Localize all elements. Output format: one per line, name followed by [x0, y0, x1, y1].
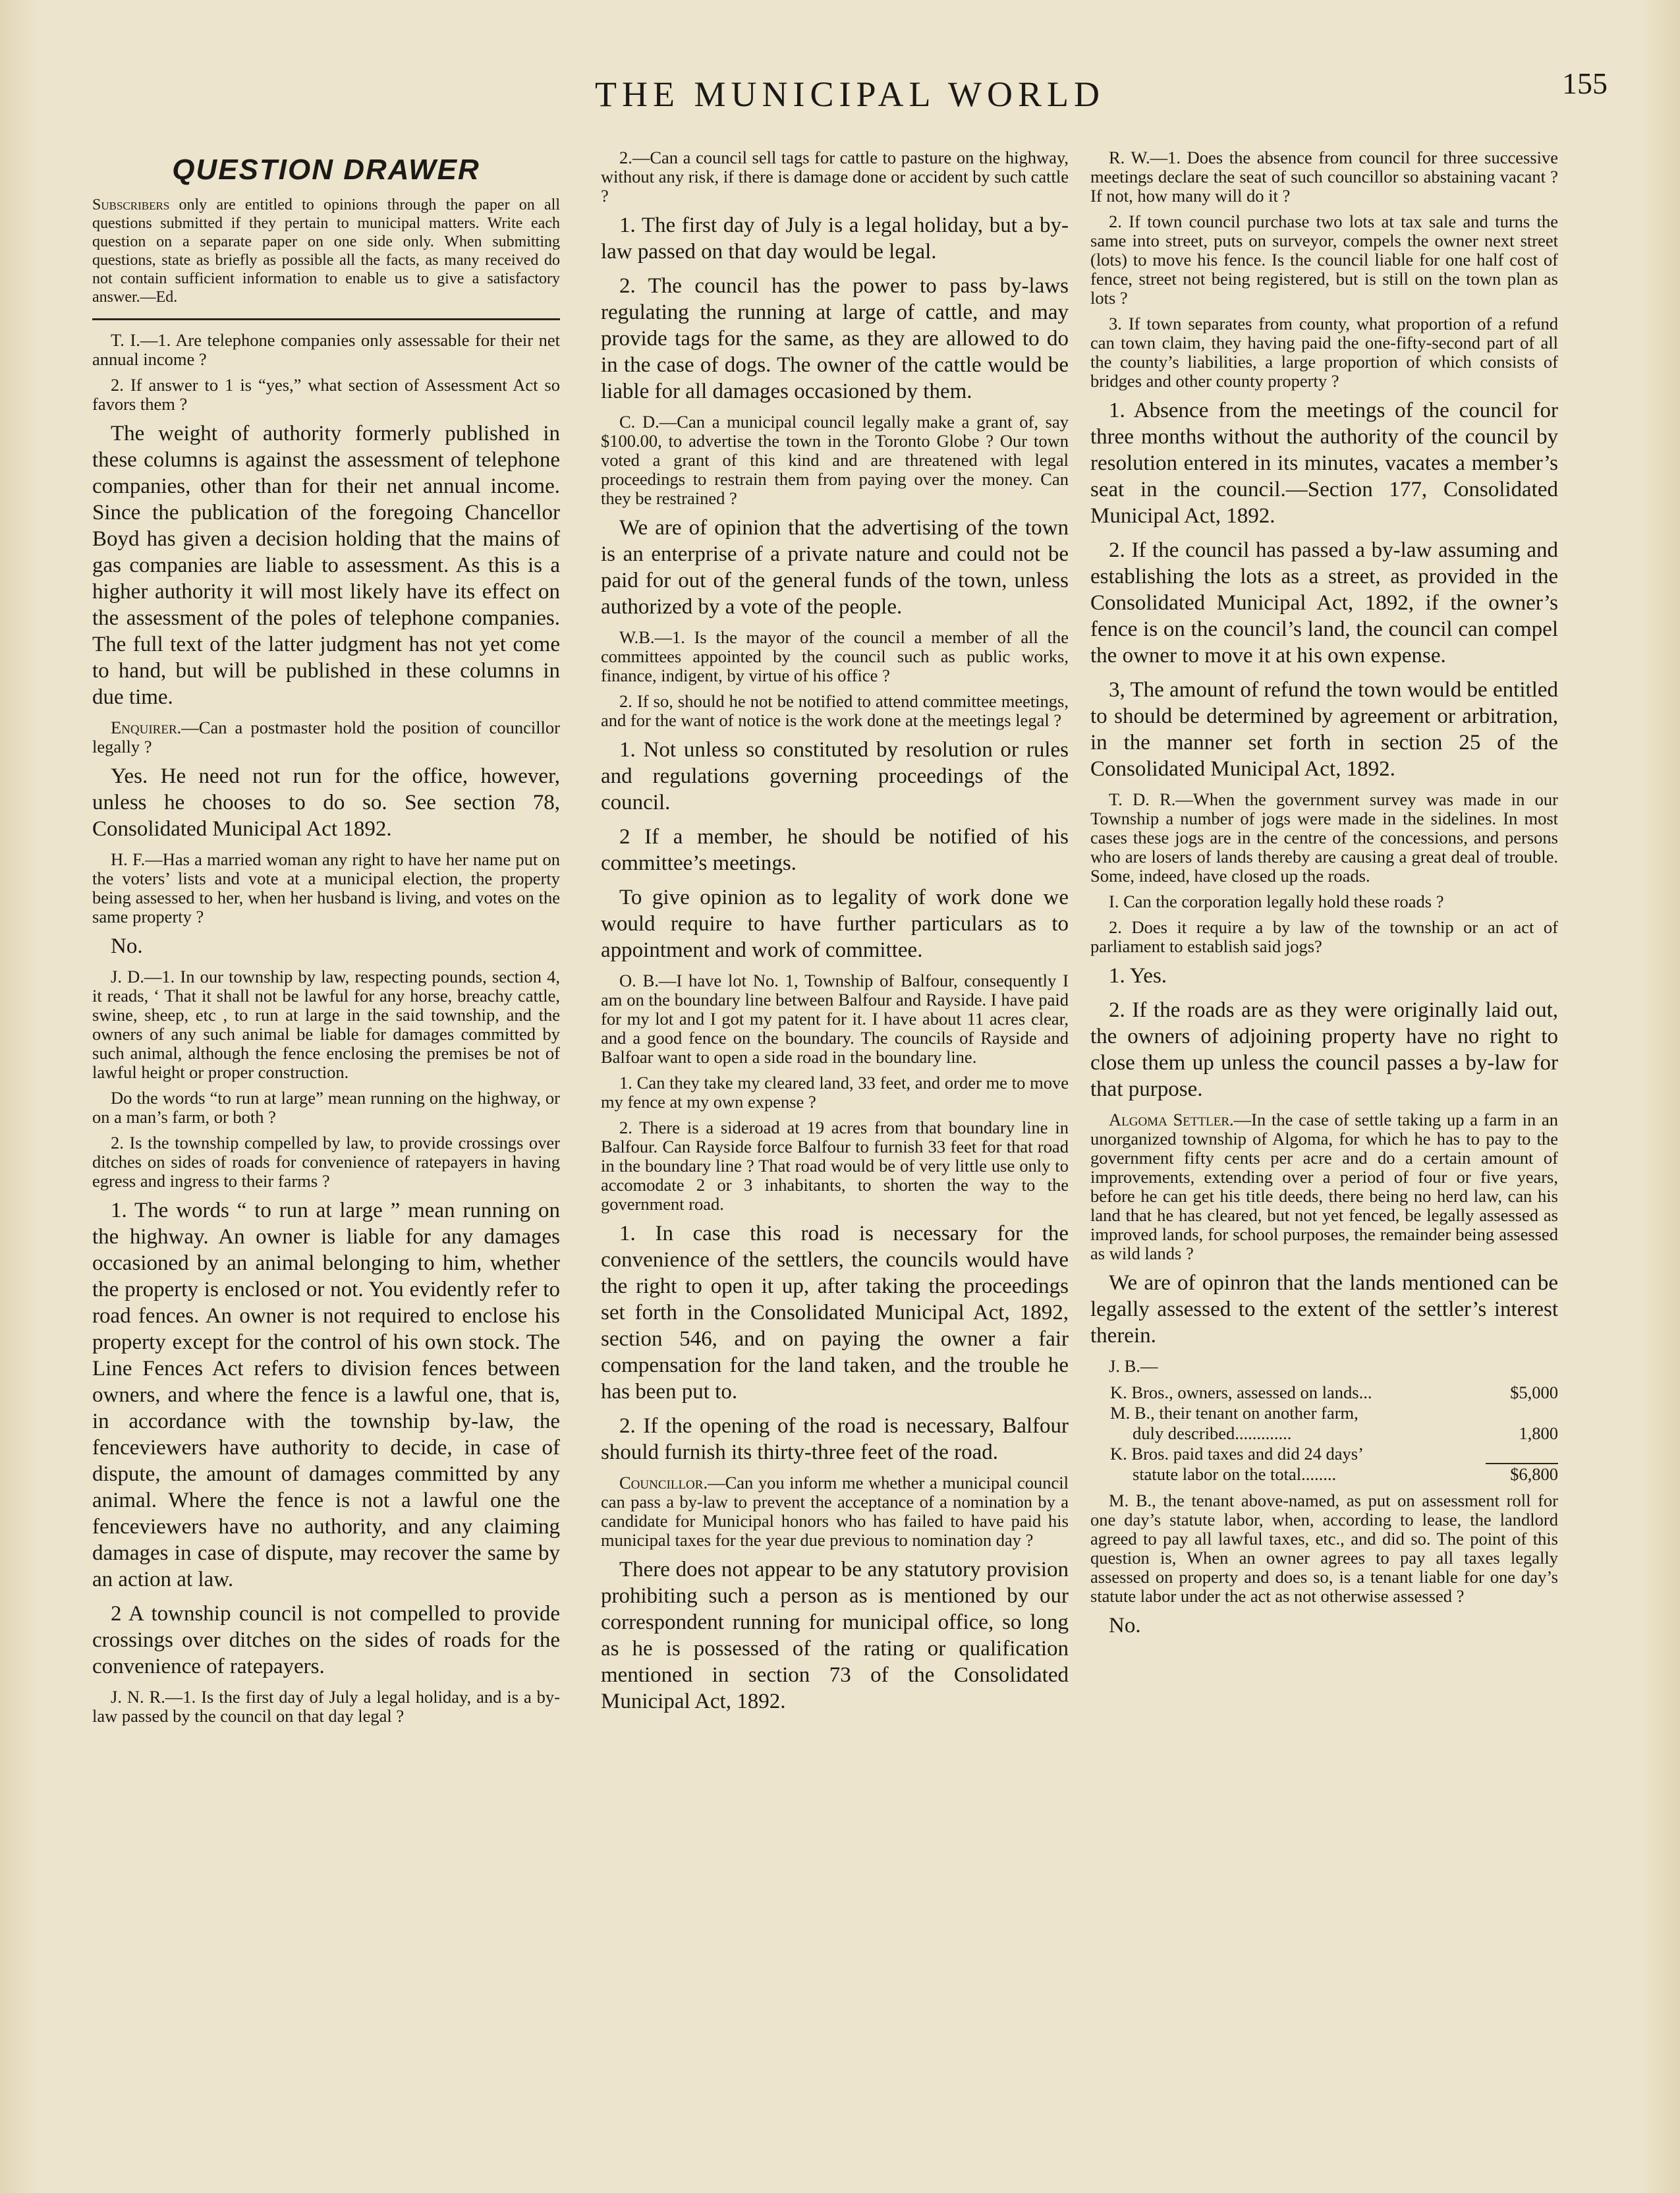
ledger-row	[1090, 1403, 1558, 1423]
ledger-amount: 1,800	[1519, 1423, 1558, 1443]
page-number: 155	[1562, 67, 1608, 100]
question: T. D. R.—When the government survey was made in our Township a number of jogs were made in the sidelines. In most cases these jogs are in the centre of the concessions, and persons who are losers of lands thereby are causing a great deal of trouble. Some, indeed, have closed up the roads.	[1090, 789, 1558, 886]
intro-lead: Subscribers	[92, 196, 170, 214]
ledger-label: K. Bros. paid taxes and did 24 days’	[1110, 1444, 1364, 1464]
ledger-label: statute labor on the total........	[1133, 1464, 1337, 1484]
answer: 1. Absence from the meetings of the council for three months without the authority of the council by resolution entered in its minutes, vacates a member’s seat in the council.—Section 177, Consolidated Municipal Act, 1892.	[1090, 399, 1558, 528]
correspondent-name: Councillor.	[619, 1473, 708, 1493]
question: 2. If answer to 1 is “yes,” what section of Assessment Act so favors them ?	[92, 375, 560, 414]
answer: There does not appear to be any statutory provision prohibiting such a person as is mentioned by our correspondent running for municipal office, so long as he is possessed of the rating or qualification mentioned in section 73 of the Consolidated Municipal Act, 1892.	[601, 1558, 1069, 1713]
answer: No.	[111, 934, 143, 958]
question: W.B.—1. Is the mayor of the council a member of all the committees appointed by the council such as public works, finance, indigent, by virtue of his office ?	[601, 627, 1069, 685]
correspondent-name: Enquirer.	[111, 718, 182, 737]
question-text: —Can you inform me whether a municipal council can pass a by-law to prevent the acceptance of a nomination by a candidate for Municipal honors who has failed to have paid his municipal taxes for the year due previous to nomination day ?	[601, 1473, 1069, 1550]
column-3	[1090, 148, 1558, 2165]
question: J. D.—1. In our township by law, respecting pounds, section 4, it reads, ‘ That it shall not be lawful for any horse, breachy cattle, swine, sheep, etc , to run at large in the said township, and the owners of any such animal be liable for damages committed by such animal, although the fence enclosing the premises be not of lawful height or proper construction.	[92, 967, 560, 1082]
question	[601, 1473, 1069, 1550]
running-head	[92, 66, 1608, 125]
question: M. B., the tenant above-named, as put on assessment roll for one day’s statute labor, when, according to lease, the landlord agreed to pay all lawful taxes, etc., and did so. The point of this question is, When an owner agrees to pay all taxes legally assessed on property and does so, is a tenant liable for one day’s statute labor under the act as not otherwise assessed ?	[1090, 1491, 1558, 1606]
answer: 2. If the roads are as they were originally laid out, the owners of adjoining property have no right to close them up unless the council passes a by-law for that purpose.	[1090, 998, 1558, 1101]
question-text: —Can a postmaster hold the position of councillor legally ?	[92, 718, 560, 756]
ledger-amount	[1486, 1444, 1558, 1464]
answer: To give opinion as to legality of work done we would require to have further particulars as to appointment and work of committee.	[601, 886, 1069, 962]
section-rule	[92, 318, 560, 320]
answer: Yes. He need not run for the office, however, unless he chooses to do so. See section 78, Consolidated Municipal Act 1892.	[92, 764, 560, 841]
question	[92, 718, 560, 756]
assessment-ledger	[1090, 1382, 1558, 1485]
answer: The weight of authority formerly published in these columns is against the assessment of telephone companies, other than for their net annual income. Since the publication of the foregoing Chancellor Boyd has given a decision holding that the mains of gas companies are liable to assessment. As this is a higher authority it will most likely have its effect on the assessment of the poles of telephone companies. The full text of the latter judgment has not yet come to hand, but will be published in these columns in due time.	[92, 422, 560, 709]
question: J. N. R.—1. Is the first day of July a legal holiday, and is a by-law passed by the council on that day legal ?	[92, 1687, 560, 1726]
question: 2. Is the township compelled by law, to provide crossings over ditches on sides of roads for convenience of ratepayers in having egress and ingress to their farms ?	[92, 1133, 560, 1191]
intro-notice	[92, 196, 560, 306]
ledger-label: duly described.............	[1133, 1423, 1292, 1443]
question: 3. If town separates from county, what proportion of a refund can town claim, they having paid the one-fifty-second part of all the county’s liabilities, a large proportion of which consists of bridges and other county property ?	[1090, 314, 1558, 391]
answer: 1. The words “ to run at large ” mean running on the highway. An owner is liable for any damages occasioned by an animal belonging to him, whether the property is enclosed or not. You evidently refer to road fences. An owner is not required to enclose his property except for the control of his own stock. The Line Fences Act refers to division fences between owners, and where the fence is a lawful one, that is, in accordance with the township by-law, the fenceviewers have authority to decide, in case of dispute, the amount of damages committed by any animal. Where the fence is not a lawful one the fenceviewers have no authority, and any claiming damages in case of dispute, may recover the same by an action at law.	[92, 1199, 560, 1591]
question: H. F.—Has a married woman any right to have her name put on the voters’ lists and vote at a municipal election, the property being assessed to her, when her husband is living, and votes on the same property ?	[92, 849, 560, 926]
answer: 2. The council has the power to pass by-laws regulating the running at large of cattle, and may provide tags for the same, as they are allowed to do in the case of dogs. The owner of the cattle would be liable for all damages occasioned by them.	[601, 274, 1069, 403]
section-heading: QUESTION DRAWER	[172, 154, 480, 186]
answer: 2. If the opening of the road is necessary, Balfour should furnish its thirty-three feet of the road.	[601, 1414, 1069, 1464]
column-2	[601, 148, 1069, 2165]
ledger-label: M. B., their tenant on another farm,	[1110, 1403, 1358, 1423]
question: 2. If town council purchase two lots at tax sale and turns the same into street, puts on surveyor, compels the owner next street (lots) to move his fence. Is the council liable for one half cost of fence, street not being registered, but is still on the town plan as lots ?	[1090, 212, 1558, 308]
ledger-row	[1090, 1382, 1558, 1403]
ledger-amount: $5,000	[1510, 1382, 1558, 1402]
ledger-row	[1090, 1444, 1558, 1464]
answer: No.	[1109, 1614, 1141, 1638]
correspondent-name: Algoma Settler.	[1109, 1110, 1234, 1129]
question: R. W.—1. Does the absence from council for three successive meetings declare the seat of such councillor so abstaining vacant ? If not, how many will do it ?	[1090, 148, 1558, 206]
answer: We are of opinron that the lands mentioned can be legally assessed to the extent of the settler’s interest therein.	[1090, 1271, 1558, 1348]
ledger-row	[1090, 1423, 1558, 1444]
ledger-amount: $6,800	[1510, 1464, 1558, 1484]
ledger-row	[1090, 1464, 1558, 1485]
answer: 2 A township council is not compelled to provide crossings over ditches on the sides of roads for the convenience of ratepayers.	[92, 1602, 560, 1678]
ledger-label: K. Bros., owners, assessed on lands...	[1110, 1382, 1372, 1402]
question: 2.—Can a council sell tags for cattle to pasture on the highway, without any risk, if there is damage done or accident by such cattle ?	[601, 148, 1069, 206]
answer: 1. In case this road is necessary for the convenience of the settlers, the councils would have the right to open it up, after taking the proceedings set forth in the Consolidated Municipal Act, 1892, section 546, and on paying the owner a fair compensation for the land taken, and the trouble he has been put to.	[601, 1222, 1069, 1404]
publication-title: THE MUNICIPAL WORLD	[594, 74, 1105, 114]
question: J. B.—	[1109, 1356, 1158, 1376]
answer: 1. Yes.	[1109, 964, 1167, 988]
question: T. I.—1. Are telephone companies only assessable for their net annual income ?	[92, 330, 560, 369]
answer: 1. Not unless so constituted by resolution or rules and regulations governing proceedings of the council.	[601, 738, 1069, 814]
question: Do the words “to run at large” mean running on the highway, or on a man’s farm, or both ?	[92, 1088, 560, 1127]
answer: We are of opinion that the advertising of the town is an enterprise of a private nature and could not be paid for out of the general funds of the town, unless authorized by a vote of the people.	[601, 516, 1069, 619]
answer: 2. If the council has passed a by-law assuming and establishing the lots as a street, as provided in the Consolidated Municipal Act, 1892, if the owner’s fence is on the council’s land, the council can compel the owner to move it at his own expense.	[1090, 538, 1558, 668]
question: C. D.—Can a municipal council legally make a grant of, say $100.00, to advertise the town in the Toronto Globe ? Our town voted a grant of this kind and are threatened with legal proceedings to restrain them from paying over the money. Can they be restrained ?	[601, 412, 1069, 508]
question: I. Can the corporation legally hold these roads ?	[1109, 892, 1444, 911]
question	[1090, 1110, 1558, 1263]
question: O. B.—I have lot No. 1, Township of Balfour, consequently I am on the boundary line between Balfour and Rayside. I have paid for my lot and I got my patent for it. I have about 11 acres clear, and a good fence on the boundary. The councils of Rayside and Balfoar want to open a side road in the boundary line.	[601, 971, 1069, 1067]
question-text: —In the case of settle taking up a farm in an unorganized township of Algoma, for which he has to pay to the government fifty cents per acre and do a certain amount of improvements, extending over a period of four or five years, before he can get his title deeds, there being no herd law, can his land that he has cleared, but not yet fenced, be legally assessed as improved lands, for school purposes, the remainder being assessed as wild lands ?	[1090, 1110, 1558, 1263]
column-1	[92, 148, 560, 2165]
question: 2. If so, should he not be notified to attend committee meetings, and for the want of notice is the work done at the meetings legal ?	[601, 691, 1069, 730]
answer: 3, The amount of refund the town would be entitled to should be determined by agreement or arbitration, in the manner set forth in section 25 of the Consolidated Municipal Act, 1892.	[1090, 678, 1558, 781]
question: 2. Does it require a by law of the township or an act of parliament to establish said jogs?	[1090, 917, 1558, 956]
intro-text: only are entitled to opinions through the paper on all questions submitted if they pertain to municipal matters. Write each question on a separate paper on one side only. When submitting questions, state as briefly as possible all the facts, as many received do not contain sufficient information to enable us to give a satisfactory answer.—Ed.	[92, 196, 560, 306]
question: 1. Can they take my cleared land, 33 feet, and order me to move my fence at my own expense ?	[601, 1073, 1069, 1112]
answer: 2 If a member, he should be notified of his committee’s meetings.	[601, 825, 1069, 875]
question: 2. There is a sideroad at 19 acres from that boundary line in Balfour. Can Rayside force Balfour to furnish 33 feet for that road in the boundary line ? That road would be of very little use only to accomodate 2 or 3 inhabitants, to shorten the way to the government road.	[601, 1118, 1069, 1214]
answer: 1. The first day of July is a legal holiday, but a by-law passed on that day would be legal.	[601, 214, 1069, 264]
